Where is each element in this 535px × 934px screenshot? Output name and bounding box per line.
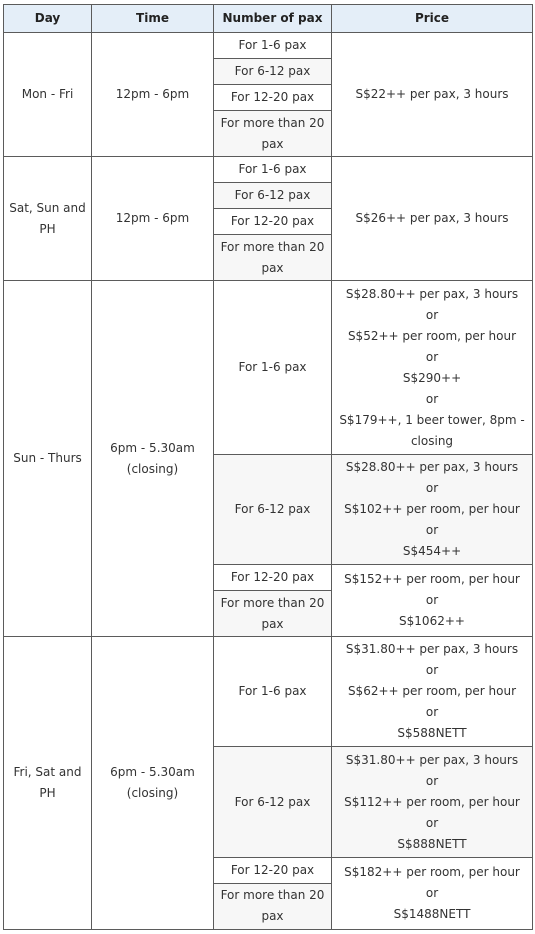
price-line: S$102++ per room, per hour [344,501,520,516]
pax-cell: For 12-20 pax [214,85,332,111]
pax-cell: For 1-6 pax [214,33,332,59]
price-line: S$179++, 1 beer tower, 8pm - closing [339,412,525,448]
pax-cell: For 6-12 pax [214,59,332,85]
price-or: or [425,480,439,495]
price-cell [332,157,533,281]
pax-cell: For 1-6 pax [214,637,332,747]
price-or: or [425,663,439,678]
price-cell [332,565,533,637]
pax-cell: For 1-6 pax [214,157,332,183]
price-cell [332,637,533,747]
header-day: Day [4,5,92,33]
header-time: Time [92,5,214,33]
header-row [4,5,533,33]
pax-cell: For more than 20 pax [214,591,332,637]
price-line: S$62++ per room, per hour [347,684,517,699]
time-cell: 12pm - 6pm [92,33,214,157]
price-line: S$26++ per pax, 3 hours [355,211,509,226]
time-cell: 6pm - 5.30am (closing) [92,637,214,930]
price-or: or [425,885,439,900]
price-line: S$31.80++ per pax, 3 hours [345,642,519,657]
price-cell [332,454,533,564]
pax-cell: For 12-20 pax [214,209,332,235]
pax-cell: For 1-6 pax [214,281,332,454]
price-line: S$28.80++ per pax, 3 hours [345,286,519,301]
pax-cell: For more than 20 pax [214,883,332,929]
price-line: S$182++ per room, per hour [344,864,520,879]
price-line: S$588NETT [397,726,467,741]
price-or: or [425,349,439,364]
pax-cell: For 6-12 pax [214,747,332,857]
price-line: S$1062++ [399,614,465,629]
table-row [4,33,533,59]
time-cell: 6pm - 5.30am (closing) [92,281,214,637]
price-line: S$52++ per room, per hour [347,328,517,343]
pax-cell: For more than 20 pax [214,235,332,281]
pax-cell: For 6-12 pax [214,183,332,209]
table-row [4,281,533,454]
price-or: or [425,815,439,830]
price-line: S$22++ per pax, 3 hours [355,87,509,102]
time-cell: 12pm - 6pm [92,157,214,281]
price-cell [332,747,533,857]
price-line: S$454++ [402,543,462,558]
pricing-table [3,4,533,930]
header-pax: Number of pax [214,5,332,33]
price-or: or [425,522,439,537]
price-cell [332,33,533,157]
price-or: or [425,773,439,788]
price-line: S$152++ per room, per hour [344,572,520,587]
day-cell: Sat, Sun and PH [4,157,92,281]
price-or: or [425,593,439,608]
price-line: S$888NETT [397,836,467,851]
price-or: or [425,391,439,406]
pax-cell: For 12-20 pax [214,857,332,883]
pax-cell: For 12-20 pax [214,565,332,591]
table-row [4,637,533,747]
pax-cell: For more than 20 pax [214,111,332,157]
price-line: S$31.80++ per pax, 3 hours [345,752,519,767]
day-cell: Sun - Thurs [4,281,92,637]
table-row [4,157,533,183]
price-line: S$290++ [402,370,462,385]
price-or: or [425,705,439,720]
day-cell: Fri, Sat and PH [4,637,92,930]
header-price: Price [332,5,533,33]
price-cell [332,857,533,929]
price-cell [332,281,533,454]
price-line: S$28.80++ per pax, 3 hours [345,459,519,474]
price-or: or [425,307,439,322]
price-line: S$1488NETT [393,906,471,921]
price-line: S$112++ per room, per hour [344,794,520,809]
day-cell: Mon - Fri [4,33,92,157]
pax-cell: For 6-12 pax [214,454,332,564]
